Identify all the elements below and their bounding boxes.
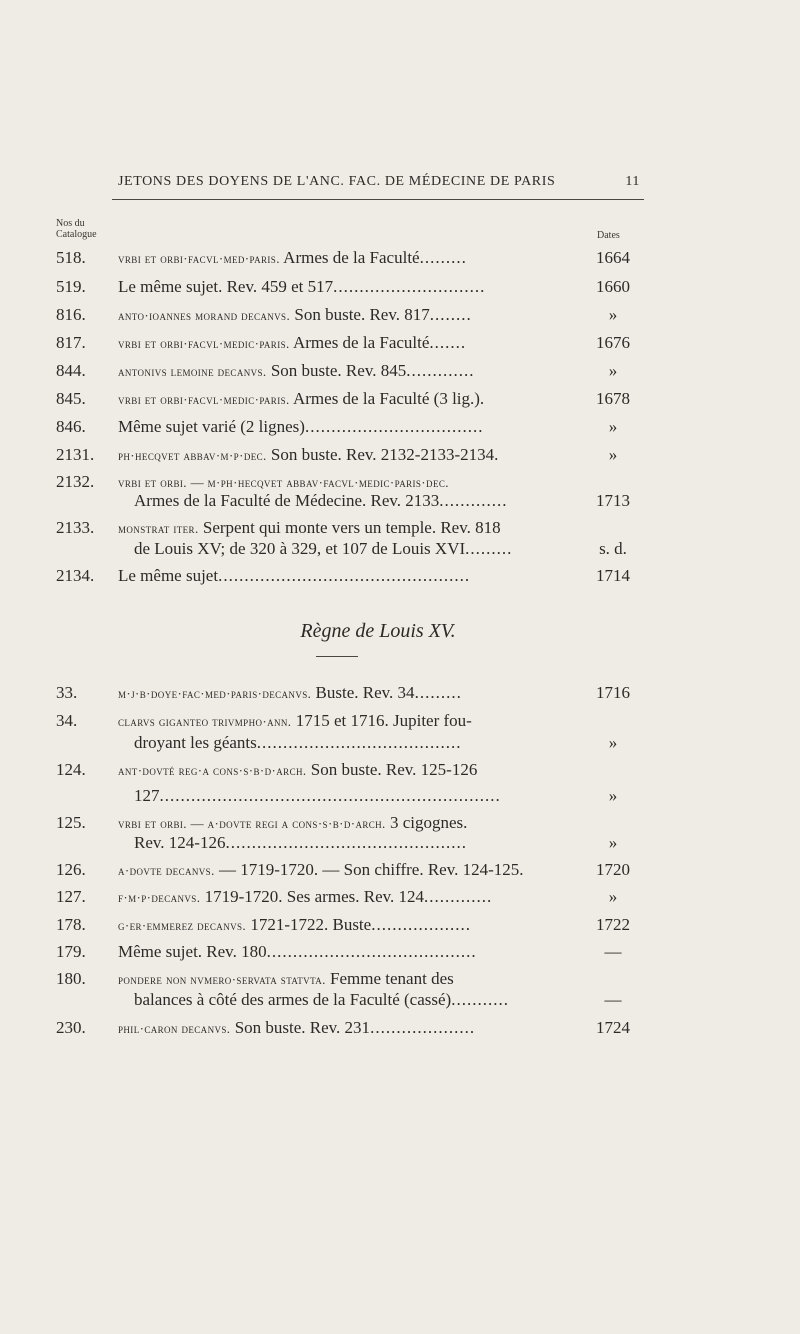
dot-leader: ................................................................. [159,786,501,805]
catalogue-number: 817. [56,333,86,352]
description-text: balances à côté des armes de la Faculté (cassé) [134,990,452,1009]
entry-description [118,361,580,381]
legend-text: antonivs lemoine decanvs. [118,364,267,379]
description-text: Son buste. Rev. 845 [266,361,407,380]
entry-date: » [608,887,618,906]
legend-text: phil·caron decanvs. [118,1021,231,1036]
entry-description [118,333,580,353]
legend-text: vrbi et orbi·facvl·medic·paris. [118,392,290,407]
catalogue-number: 33. [56,683,78,702]
entry-date: 1713 [596,491,630,510]
dot-leader: .................... [370,1018,476,1037]
catalogue-number: 844. [56,361,86,380]
dot-leader: .................................. [304,417,484,436]
catalogue-number: 127. [56,887,86,906]
catalogue-number: 518. [56,248,86,267]
entry-date: » [608,445,618,464]
catalogue-number: 125. [56,813,86,832]
description-text: droyant les géants [134,733,257,752]
dot-leader: ....... [429,333,467,352]
catalogue-number: 178. [56,915,86,934]
description-text: Même sujet. Rev. 180 [118,942,267,961]
entry-date: » [608,733,618,752]
description-text: 1721-1722. Buste [246,915,372,934]
header-rule [112,199,644,200]
entry-date: 1720 [596,860,630,879]
entry-description [118,887,580,907]
dot-leader: ....................................... [256,733,462,752]
catalogue-number: 126. [56,860,86,879]
entry-description [118,860,580,880]
description-text: 127 [134,786,160,805]
entry-description [118,445,580,465]
dot-leader: ................... [371,915,471,934]
description-text: Son buste. Rev. 125-126 [306,760,478,779]
legend-text: vrbi et orbi. — m·ph·hecqvet abbav·facvl·medic·paris·dec. [118,475,449,490]
description-text: Femme tenant des [325,969,454,988]
description-text: de Louis XV; de 320 à 329, et 107 de Louis XVI [134,539,466,558]
entry-description [134,833,580,853]
dot-leader: ................................................ [218,566,471,585]
page-number: 11 [625,174,640,189]
legend-text: m·j·b·doye·fac·med·paris·decanvs. [118,686,312,701]
dates-column-heading: Dates [597,230,620,241]
entry-description [118,915,580,935]
catalogue-number: 2134. [56,566,95,585]
entry-date: » [608,361,618,380]
catalogue-column-heading: Nos du Catalogue [56,218,97,240]
entry-date: 1660 [596,277,630,296]
catalogue-number: 2133. [56,518,95,537]
entry-date: 1716 [596,683,630,702]
entry-description [118,389,580,409]
description-text: Son buste. Rev. 2132-2133-2134. [266,445,499,464]
entry-description [118,942,580,962]
catalogue-number: 179. [56,942,86,961]
section-rule [316,656,358,657]
catalogue-number: 816. [56,305,86,324]
dot-leader: ......... [414,683,462,702]
entry-description [118,472,580,492]
legend-text: pondere non nvmero·servata statvta. [118,972,326,987]
catalogue-number: 845. [56,389,86,408]
description-text: Armes de la Faculté (3 lig.). [289,389,485,408]
entry-description [118,248,580,268]
entry-date: » [608,833,618,852]
description-text: Son buste. Rev. 231 [230,1018,371,1037]
dot-leader: ............. [424,887,493,906]
header-title: JETONS DES DOYENS DE L'ANC. FAC. DE MÉDECINE DE PARIS [118,174,556,189]
description-text: 3 cigognes. [385,813,468,832]
entry-description [118,566,580,586]
legend-text: ph·hecqvet abbav·m·p·dec. [118,448,267,463]
catalogue-number: 124. [56,760,86,779]
description-text: Armes de la Faculté de Médecine. Rev. 2133 [134,491,440,510]
dot-leader: ............................. [333,277,486,296]
catalogue-number: 34. [56,711,78,730]
catalogue-number: 846. [56,417,86,436]
entry-date: 1664 [596,248,630,267]
dot-leader: ......... [419,248,467,267]
description-text: 1719-1720. Ses armes. Rev. 124 [200,887,425,906]
entry-description [134,990,580,1010]
section-title: Règne de Louis XV. [300,620,456,642]
entry-description [118,813,580,833]
catalogue-number: 230. [56,1018,86,1037]
description-text: Le même sujet. Rev. 459 et 517 [118,277,334,296]
catalogue-number: 2132. [56,472,95,491]
entry-date: 1722 [596,915,630,934]
entry-date: 1676 [596,333,630,352]
description-text: Armes de la Faculté [279,248,420,267]
entry-date: — [604,990,622,1009]
entry-description [134,539,580,559]
entry-date: 1714 [596,566,630,585]
legend-text: vrbi et orbi·facvl·medic·paris. [118,336,290,351]
legend-text: vrbi et orbi. — a·dovte regi a cons·s·b·d·arch. [118,816,386,831]
description-text: Buste. Rev. 34 [311,683,415,702]
entry-date: 1724 [596,1018,630,1037]
description-text: Même sujet varié (2 lignes) [118,417,305,436]
description-text: Son buste. Rev. 817 [290,305,430,324]
legend-text: anto·ioannes morand decanvs. [118,308,291,323]
entry-description [118,518,580,538]
dot-leader: ........................................ [266,942,477,961]
entry-description [118,969,580,989]
legend-text: f·m·p·decanvs. [118,890,201,905]
legend-text: clarvs giganteo trivmpho·ann. [118,714,292,729]
entry-description [134,786,580,806]
legend-text: a·dovte decanvs. [118,863,215,878]
entry-description [118,711,580,731]
description-text: Rev. 124-126 [134,833,226,852]
description-text: Serpent qui monte vers un temple. Rev. 818 [198,518,501,537]
catalogue-number: 519. [56,277,86,296]
description-text: Armes de la Faculté [289,333,430,352]
entry-date: — [604,942,622,961]
entry-date: 1678 [596,389,630,408]
entry-description [118,683,580,703]
catalogue-number: 180. [56,969,86,988]
entry-description [134,491,580,511]
legend-text: vrbi et orbi·facvl·med·paris. [118,251,280,266]
description-text: — 1719-1720. — Son chiffre. Rev. 124-125. [214,860,524,879]
dot-leader: ......... [465,539,513,558]
legend-text: g·er·emmerez decanvs. [118,918,247,933]
entry-description [134,733,580,753]
entry-description [118,417,580,437]
legend-text: monstrat iter. [118,521,199,536]
catalogue-number: 2131. [56,445,95,464]
legend-text: ant·dovté reg·a cons·s·b·d·arch. [118,763,307,778]
dot-leader: ............. [406,361,475,380]
entry-date: » [608,305,618,324]
entry-description [118,305,580,325]
entry-date: » [608,786,618,805]
description-text: 1715 et 1716. Jupiter fou- [291,711,472,730]
description-text: Le même sujet [118,566,219,585]
entry-description [118,760,580,780]
dot-leader: .............................................. [225,833,467,852]
dot-leader: ........ [429,305,472,324]
entry-date: » [608,417,618,436]
entry-description [118,1018,580,1038]
dot-leader: ............. [439,491,508,510]
dot-leader: ........... [451,990,509,1009]
entry-description [118,277,580,297]
entry-date: s. d. [599,539,627,558]
